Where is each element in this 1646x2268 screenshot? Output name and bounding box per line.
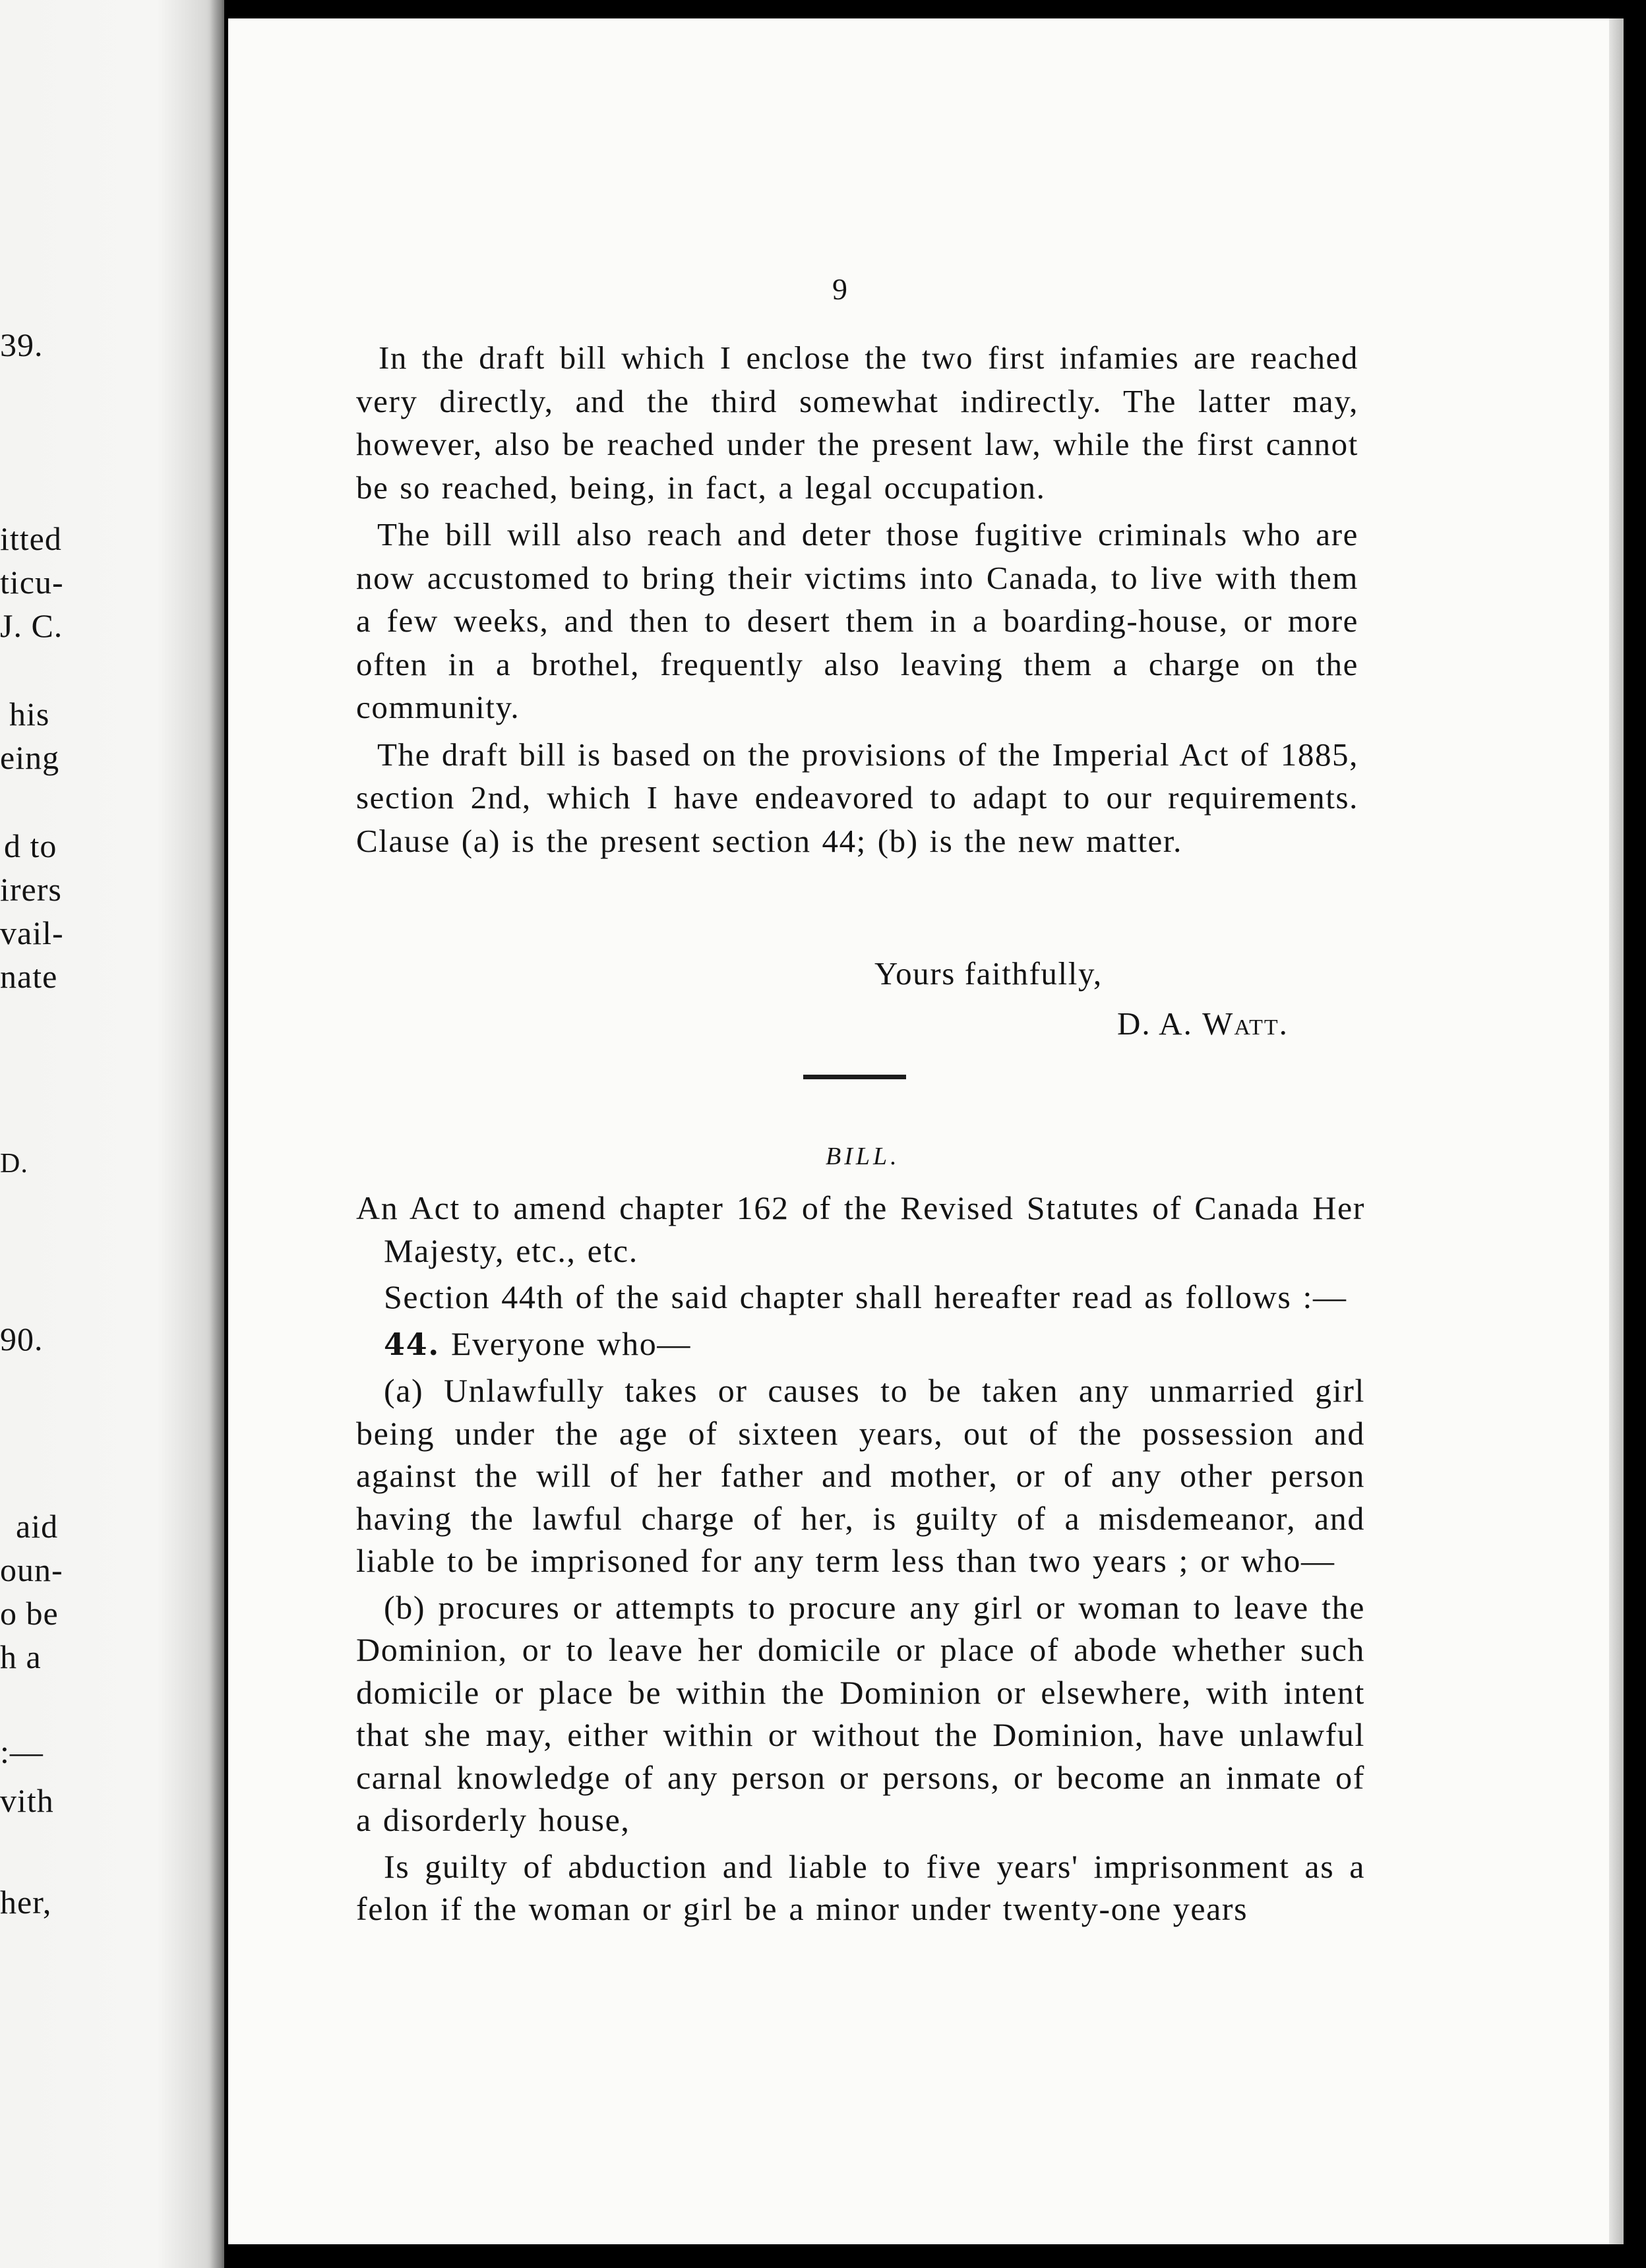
signature-surname: Watt. [1202, 1005, 1289, 1042]
left-page-fragment: his [9, 696, 50, 732]
bill-intro: Section 44th of the said chapter shall hereafter read as follows :— [384, 1278, 1347, 1315]
letter-closing: Yours faithfully, [874, 955, 1103, 992]
left-page-fragment: her, [0, 1884, 52, 1921]
left-page-fragment: aid [16, 1508, 59, 1545]
left-page-fragment: itted [0, 520, 62, 557]
letter-body [356, 336, 1358, 866]
left-page-fragment: 90. [0, 1321, 44, 1358]
right-page-edge [1609, 18, 1624, 2244]
bill-body [356, 1187, 1365, 1934]
clause-a: (a) Unlawfully takes or causes to be taken any unmarried girl being under the age of sixteen years, out of the possession and against the will of her father and mother, or of any other person having the lawful charge of her, is guilty of a misdemeanor, and liable to be imprisoned for any term less than two years ; or who— [356, 1372, 1365, 1579]
left-page-fragment: oun- [0, 1551, 63, 1588]
left-page-fragment: o be [0, 1595, 59, 1632]
left-page-fragment: J. C. [0, 607, 63, 644]
left-page-fragment: nate [0, 958, 58, 995]
bill-title: An Act to amend chapter 162 of the Revised Statutes of Canada Her Majesty, etc., etc. [356, 1189, 1365, 1269]
left-page-fragment: irers [0, 871, 62, 908]
page-number: 9 [832, 272, 847, 306]
bill-section-lead-line [356, 1323, 1365, 1366]
left-page-fragment: :— [0, 1733, 44, 1770]
left-page-fragment: h a [0, 1638, 42, 1675]
section-number: 44. [384, 1326, 440, 1362]
left-page-fragment: eing [0, 739, 60, 776]
letter-paragraph: In the draft bill which I enclose the two first infamies are reached very directly, and the third somewhat indirectly. The latter may, however, also be reached under the present law, while the first cannot be so reached, being, in fact, a legal occupation. [356, 340, 1358, 506]
bill-penalty: Is guilty of abduction and liable to five years' imprisonment as a felon if the woman or girl be a minor under twenty-one years [356, 1847, 1365, 1927]
letter-signature [1117, 1005, 1289, 1042]
left-page-fragment: D. [0, 1149, 28, 1179]
page-fold-shadow [210, 0, 228, 2268]
left-page-fragment: 39. [0, 326, 44, 363]
letter-paragraph: The bill will also reach and deter those fugitive criminals who are now accustomed to bring their victims into Canada, to live with them a few weeks, and then to desert them in a boarding-house, or more often in a brothel, frequently also leaving them a charge on the community. [356, 516, 1358, 725]
left-page-fragment: vail- [0, 914, 64, 951]
left-page-fragment: d to [4, 827, 57, 864]
section-lead: Everyone who— [450, 1325, 691, 1362]
left-page-fragment: ticu- [0, 564, 64, 601]
bill-heading: BILL. [826, 1143, 900, 1170]
letter-paragraph: The draft bill is based on the provisions of the Imperial Act of 1885, section 2nd, which I have endeavored to adapt to our requirements. Clause (a) is the present section 44; (b) is the new matter. [356, 736, 1358, 859]
clause-b: (b) procures or attempts to procure any girl or woman to leave the Dominion, or to leave her domicile or place of abode whether such domicile or place be within the Dominion or elsewhere, with intent that she may, either within or without the Dominion, have unlawful carnal knowledge of any person or persons, or become an inmate of a disorderly house, [356, 1588, 1365, 1838]
section-divider [803, 1075, 906, 1079]
left-page-edge [0, 0, 224, 2268]
left-page-fragment: vith [0, 1782, 54, 1819]
signature-initials: D. A. [1117, 1005, 1193, 1042]
